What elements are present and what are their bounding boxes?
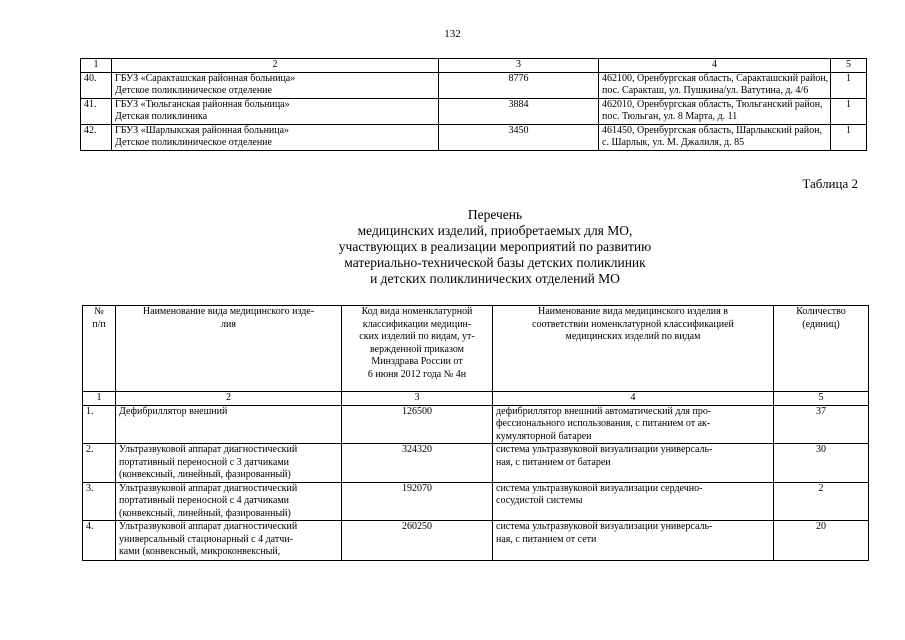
main-table [82, 305, 869, 561]
device-nomenclature: система ультразвуковой визуализации универсаль- ная, с питанием от батареи [493, 444, 774, 483]
row-number: 42. [81, 124, 112, 150]
col-number: 3 [342, 392, 493, 406]
table-row [83, 482, 869, 521]
institution-name: ГБУЗ «Саракташская районная больница» Детское поликлиническое отделение [112, 72, 439, 98]
device-code: 192070 [342, 482, 493, 521]
main-table-header-row [83, 306, 869, 392]
device-code: 126500 [342, 405, 493, 444]
device-nomenclature: система ультразвуковой визуализации универсаль- ная, с питанием от сети [493, 521, 774, 561]
table-row [83, 521, 869, 561]
row-number: 1. [83, 405, 116, 444]
institution-qty: 1 [831, 124, 867, 150]
title-line: медицинских изделий, приобретаемых для МО, [357, 223, 633, 238]
top-col-2: 2 [112, 59, 439, 73]
col-number: 5 [774, 392, 869, 406]
device-quantity: 20 [774, 521, 869, 561]
device-nomenclature: дефибриллятор внешний автоматический для про- фессионального использования, с питанием от ак- кумуляторной батареи [493, 405, 774, 444]
institution-qty: 1 [831, 98, 867, 124]
top-col-4: 4 [599, 59, 831, 73]
document-title [245, 207, 745, 287]
row-number: 40. [81, 72, 112, 98]
top-table [80, 58, 867, 151]
table-row [81, 72, 867, 98]
institution-address: 462100, Оренбургская область, Саракташский район, пос. Саракташ, ул. Пушкина/ул. Ватутина, д. 4/6 [599, 72, 831, 98]
device-name: Ультразвуковой аппарат диагностический портативный переносной с 3 датчиками (конвексный, линейный, фазированный) [116, 444, 342, 483]
table-row [81, 98, 867, 124]
header-quantity: Количество (единиц) [774, 306, 869, 392]
row-number: 2. [83, 444, 116, 483]
top-col-3: 3 [439, 59, 599, 73]
title-line: материально-технической базы детских поликлиник [344, 255, 646, 270]
device-quantity: 37 [774, 405, 869, 444]
device-quantity: 2 [774, 482, 869, 521]
device-code: 260250 [342, 521, 493, 561]
institution-address: 461450, Оренбургская область, Шарлыкский район, с. Шарлык, ул. М. Джалиля, д. 85 [599, 124, 831, 150]
row-number: 41. [81, 98, 112, 124]
device-quantity: 30 [774, 444, 869, 483]
page-number: 132 [444, 28, 461, 40]
column-number-row [83, 392, 869, 406]
institution-qty: 1 [831, 72, 867, 98]
institution-code: 3884 [439, 98, 599, 124]
title-line: и детских поликлинических отделений МО [370, 271, 620, 286]
title-line: участвующих в реализации мероприятий по развитию [338, 239, 652, 254]
row-number: 4. [83, 521, 116, 561]
institution-code: 3450 [439, 124, 599, 150]
title-line: Перечень [467, 207, 523, 222]
top-col-5: 5 [831, 59, 867, 73]
col-number: 4 [493, 392, 774, 406]
top-table-header-row [81, 59, 867, 73]
device-name: Дефибриллятор внешний [116, 405, 342, 444]
institution-name: ГБУЗ «Тюльганская районная больница» Детская поликлиника [112, 98, 439, 124]
top-col-1: 1 [81, 59, 112, 73]
col-number: 2 [116, 392, 342, 406]
institution-name: ГБУЗ «Шарлыкская районная больница» Детское поликлиническое отделение [112, 124, 439, 150]
col-number: 1 [83, 392, 116, 406]
header-name: Наименование вида медицинского изде- лия [116, 306, 342, 392]
device-code: 324320 [342, 444, 493, 483]
device-nomenclature: система ультразвуковой визуализации сердечно- сосудистой системы [493, 482, 774, 521]
device-name: Ультразвуковой аппарат диагностический универсальный стационарный с 4 датчи- ками (конвексный, микроконвексный, [116, 521, 342, 561]
header-nomenclature: Наименование вида медицинского изделия в соответствии номенклатурной классификацией медицинских изделий по видам [493, 306, 774, 392]
device-name: Ультразвуковой аппарат диагностический портативный переносной с 4 датчиками (конвексный, линейный, фазированный) [116, 482, 342, 521]
institution-code: 8776 [439, 72, 599, 98]
table-row [81, 124, 867, 150]
row-number: 3. [83, 482, 116, 521]
header-code: Код вида номенклатурной классификации медицин- ских изделий по видам, ут- вержденной приказом Минздрава России от 6 июня 2012 года № 4н [342, 306, 493, 392]
institution-address: 462010, Оренбургская область, Тюльганский район, пос. Тюльган, ул. 8 Марта, д. 11 [599, 98, 831, 124]
table-row [83, 405, 869, 444]
table-label: Таблица 2 [802, 176, 858, 191]
table-row [83, 444, 869, 483]
header-num: № п/п [83, 306, 116, 392]
